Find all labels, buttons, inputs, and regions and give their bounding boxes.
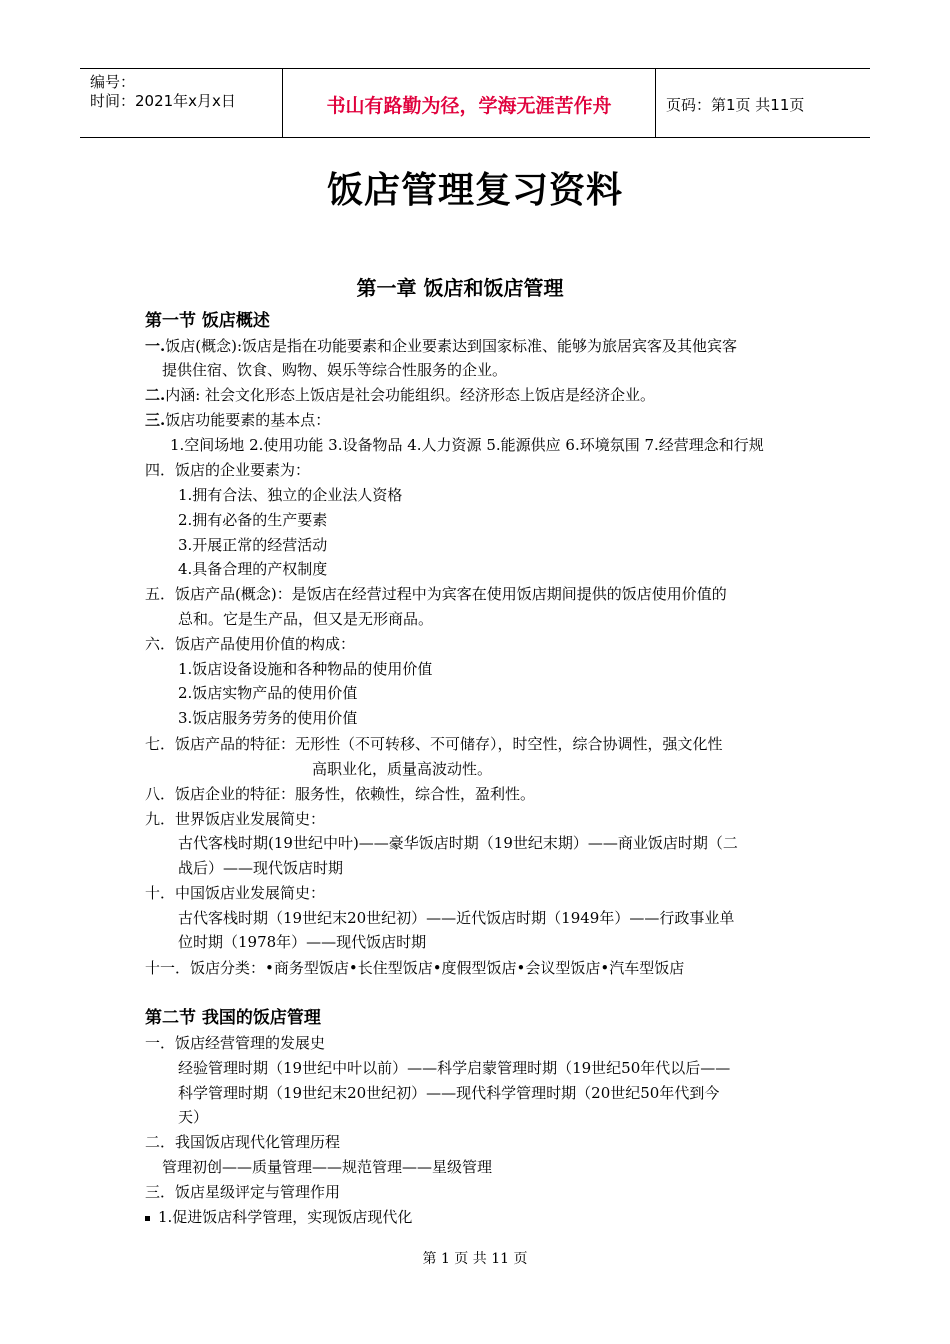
- list-item: 2.饭店实物产品的使用价值: [178, 684, 358, 702]
- section-heading: 第一节 饭店概述: [145, 311, 270, 331]
- paragraph-number: 三.: [145, 411, 166, 429]
- motto-text: 书山有路勤为径，学海无涯苦作舟: [326, 95, 612, 117]
- paragraph-1-cont: 提供住宿、饮食、购物、娱乐等综合性服务的企业。: [162, 361, 508, 379]
- bullet-text: 1.促进饭店科学管理，实现饭店现代化: [158, 1208, 413, 1226]
- list-item: 1.拥有合法、独立的企业法人资格: [178, 486, 403, 504]
- chapter-title: 第一章 饭店和饭店管理: [356, 276, 564, 300]
- paragraph-4: 四．饭店的企业要素为：: [145, 461, 311, 479]
- document-title: 饭店管理复习资料: [326, 169, 623, 211]
- paragraph-10: 十．中国饭店业发展简史：: [145, 884, 326, 902]
- paragraph-1-line2: 科学管理时期（19世纪末20世纪初）——现代科学管理时期（20世纪50年代到今: [178, 1084, 720, 1102]
- paragraph-2: [145, 385, 655, 405]
- paragraph-3: 三．饭店星级评定与管理作用: [145, 1183, 341, 1201]
- list-item: 3.开展正常的经营活动: [178, 536, 328, 554]
- paragraph-10-line2: 位时期（1978年）——现代饭店时期: [178, 933, 427, 951]
- paragraph-1-line1: 经验管理时期（19世纪中叶以前）——科学启蒙管理时期（19世纪50年代以后——: [178, 1059, 731, 1077]
- paragraph-1: [145, 336, 737, 356]
- paragraph-7-cont: 高职业化，质量高波动性。: [312, 760, 493, 778]
- paragraph-1: 一．饭店经营管理的发展史: [145, 1034, 326, 1052]
- paragraph-text: 饭店功能要素的基本点：: [165, 411, 331, 429]
- header-page-cell: [656, 69, 870, 137]
- number-label: 编号：: [90, 73, 136, 91]
- page-info: 页码：第1页 共11页: [666, 96, 805, 114]
- paragraph-9-line1: 古代客栈时期(19世纪中叶)——豪华饭店时期（19世纪末期）——商业饭店时期（二: [178, 834, 738, 852]
- paragraph-number: 二.: [145, 386, 166, 404]
- paragraph-5-cont: 总和。它是生产品，但又是无形商品。: [178, 610, 434, 628]
- paragraph-3: [145, 410, 330, 430]
- paragraph-2-line1: 管理初创——质量管理——规范管理——星级管理: [162, 1158, 493, 1176]
- paragraph-6: 六．饭店产品使用价值的构成：: [145, 635, 356, 653]
- paragraph-2: 二．我国饭店现代化管理历程: [145, 1133, 341, 1151]
- paragraph-5: 五．饭店产品(概念)：是饭店在经营过程中为宾客在使用饭店期间提供的饭店使用价值的: [145, 585, 727, 603]
- paragraph-1-line3: 天）: [178, 1108, 209, 1126]
- page-header: [80, 68, 870, 138]
- time-label: 时间：2021年x月x日: [90, 92, 236, 110]
- list-item: 1.饭店设备设施和各种物品的使用价值: [178, 660, 433, 678]
- paragraph-text: 内涵: 社会文化形态上饭店是社会功能组织。经济形态上饭店是经济企业。: [165, 386, 656, 404]
- paragraph-11: 十一．饭店分类：•商务型饭店•长住型饭店•度假型饭店•会议型饭店•汽车型饭店: [145, 959, 685, 977]
- paragraph-10-line1: 古代客栈时期（19世纪末20世纪初）——近代饭店时期（1949年）——行政事业单: [178, 909, 735, 927]
- page-footer: 第 1 页 共 11 页: [422, 1251, 528, 1267]
- header-meta-cell: [80, 69, 282, 137]
- paragraph-text: 饭店(概念):饭店是指在功能要素和企业要素达到国家标准、能够为旅居宾客及其他宾客: [165, 337, 737, 355]
- bullet-item: [145, 1207, 412, 1227]
- list-item: 2.拥有必备的生产要素: [178, 511, 328, 529]
- header-motto-cell: [282, 69, 656, 137]
- paragraph-number: 一.: [145, 337, 166, 355]
- list-item: 4.具备合理的产权制度: [178, 560, 328, 578]
- section-heading: 第二节 我国的饭店管理: [145, 1008, 321, 1028]
- paragraph-3-items: 1.空间场地 2.使用功能 3.设备物品 4.人力资源 5.能源供应 6.环境氛围 7.经营理念和行规: [170, 436, 764, 454]
- bullet-icon: [145, 1216, 150, 1221]
- list-item: 3.饭店服务劳务的使用价值: [178, 709, 358, 727]
- paragraph-8: 八．饭店企业的特征：服务性，依赖性，综合性，盈利性。: [145, 785, 536, 803]
- paragraph-7: 七．饭店产品的特征：无形性（不可转移、不可储存），时空性，综合协调性，强文化性: [145, 735, 723, 753]
- paragraph-9-line2: 战后）——现代饭店时期: [178, 859, 344, 877]
- paragraph-9: 九．世界饭店业发展简史：: [145, 810, 326, 828]
